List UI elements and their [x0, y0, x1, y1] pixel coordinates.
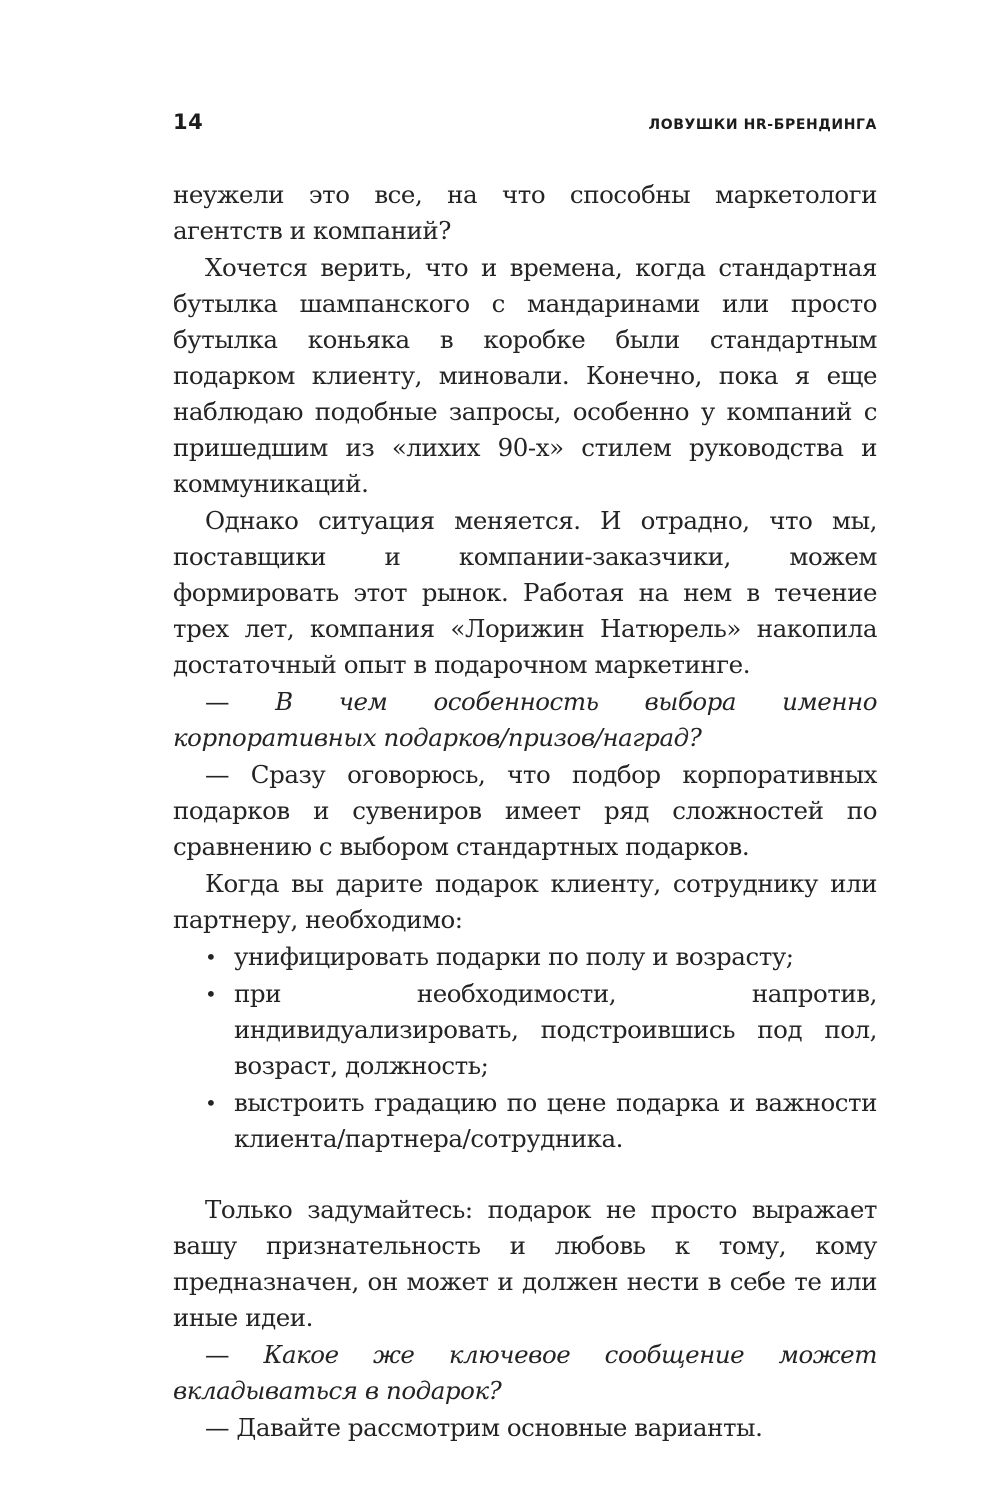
- list-item-text: унифицировать подарки по полу и возрасту;: [234, 942, 794, 971]
- running-header: [173, 110, 877, 142]
- page-number: 14: [173, 110, 204, 134]
- paragraph-continued: неужели это все, на что способны маркетологи агентств и компаний?: [173, 180, 877, 245]
- running-title: ЛОВУШКИ HR-БРЕНДИНГА: [648, 117, 877, 133]
- interview-question: [173, 684, 877, 756]
- question-text: Какое же ключевое сообщение может вкладываться в подарок?: [173, 1340, 878, 1405]
- paragraph: Когда вы дарите подарок клиенту, сотруднику или партнеру, необходимо:: [173, 869, 877, 934]
- paragraph: Только задумайтесь: подарок не просто выражает вашу признательность и любовь к тому, кому предназначен, он может и должен нести в себе те или иные идеи.: [173, 1195, 877, 1332]
- interview-question: [173, 1337, 877, 1409]
- list-item: [173, 1085, 877, 1157]
- section-gap: [173, 1158, 877, 1192]
- dash: —: [205, 687, 276, 716]
- paragraph: Хочется верить, что и времена, когда стандартная бутылка шампанского с мандаринами или просто бутылка коньяка в коробке были стандартным подарком клиенту, миновали. Конечно, пока я еще наблюдаю подобные запросы, особенно у компаний с пришедшим из «лихих 90-х» стилем руководства и коммуникаций.: [173, 253, 877, 498]
- bullet-icon: •: [205, 945, 217, 969]
- bullet-list: [173, 939, 877, 1157]
- bullet-icon: •: [205, 1091, 217, 1115]
- dash: —: [205, 1340, 264, 1369]
- interview-answer: — Сразу оговорюсь, что подбор корпоративных подарков и сувениров имеет ряд сложностей по сравнению с выбором стандартных подарков.: [173, 760, 877, 861]
- body-text: [173, 177, 877, 1447]
- list-item: [173, 939, 877, 975]
- interview-answer: — Давайте рассмотрим основные варианты.: [205, 1413, 763, 1442]
- list-item-text: при необходимости, напротив, индивидуализировать, подстроившись под пол, возраст, должность;: [234, 979, 877, 1080]
- paragraph: Однако ситуация меняется. И отрадно, что мы, поставщики и компании-заказчики, можем формировать этот рынок. Работая на нем в течение трех лет, компания «Лорижин Натюрель» накопила достаточный опыт в подарочном маркетинге.: [173, 506, 877, 679]
- bullet-icon: •: [205, 982, 217, 1006]
- list-item: [173, 976, 877, 1084]
- list-item-text: выстроить градацию по цене подарка и важности клиента/партнера/сотрудника.: [234, 1088, 877, 1153]
- question-text: В чем особенность выбора именно корпоративных подарков/призов/наград?: [173, 687, 878, 752]
